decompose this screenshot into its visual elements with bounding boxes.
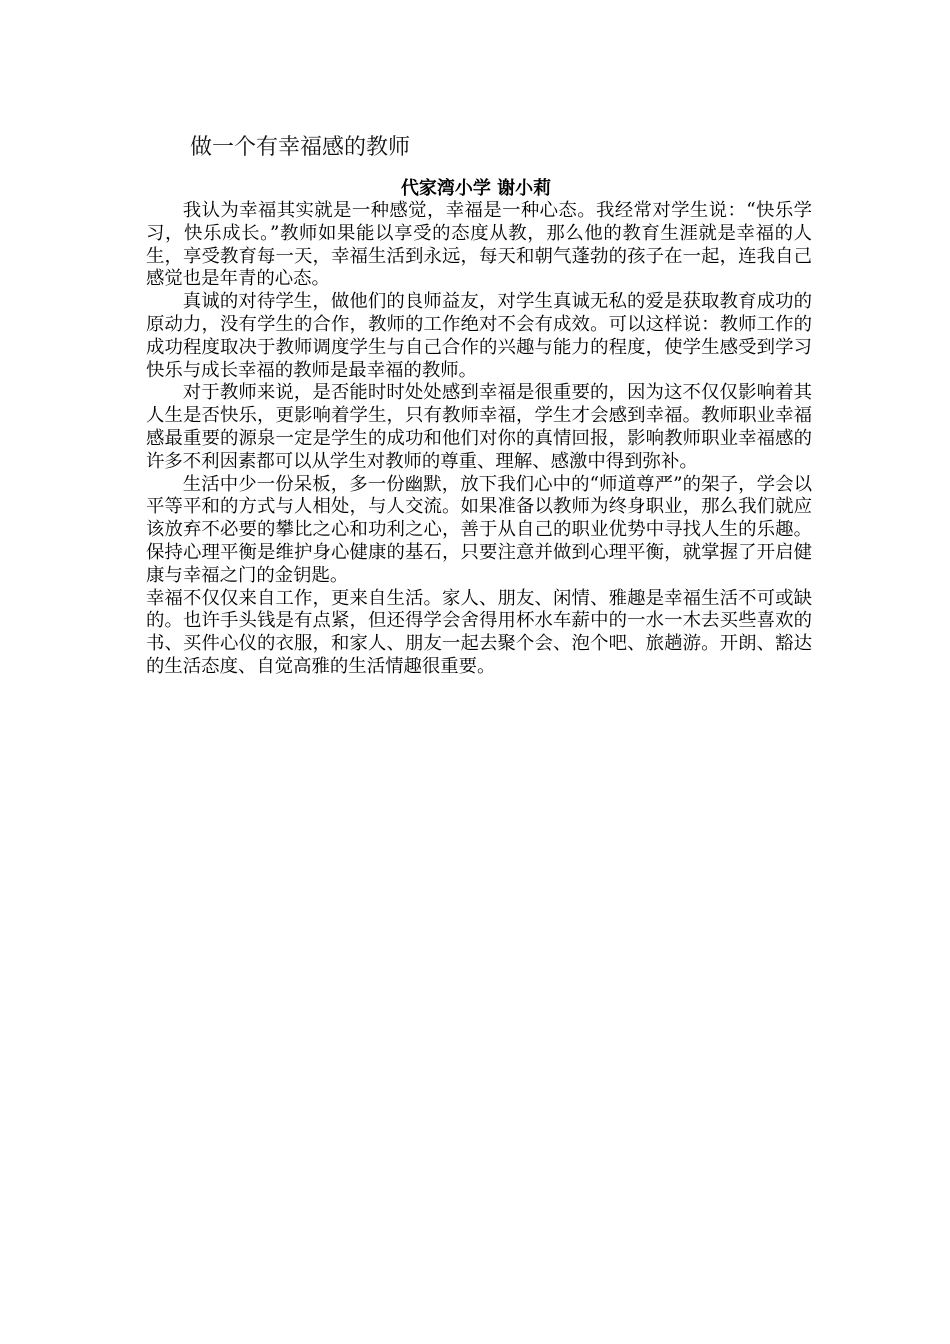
paragraph-4: 生活中少一份呆板，多一份幽默，放下我们心中的“师道尊严”的架子，学会以平等平和的方式与人相处，与人交流。如果准备以教师为终身职业，那么我们就应该放弃不必要的攀比之心和功利之心，善于从自己的职业优势中寻找人生的乐趣。保持心理平衡是维护身心健康的基石，只要注意并做到心理平衡，就掌握了开启健康与幸福之门的金钥匙。 [146,473,812,586]
document-title: 做一个有幸福感的教师 [190,135,411,160]
document-body [146,200,812,679]
author-line: 代家湾小学 谢小莉 [400,178,552,199]
paragraph-1: 我认为幸福其实就是一种感觉，幸福是一种心态。我经常对学生说：“快乐学习，快乐成长。”教师如果能以享受的态度从教，那么他的教育生涯就是幸福的人生，享受教育每一天，幸福生活到永远，每天和朝气蓬勃的孩子在一起，连我自己感觉也是年青的心态。 [146,200,812,290]
paragraph-3: 对于教师来说，是否能时时处处感到幸福是很重要的，因为这不仅仅影响着其人生是否快乐，更影响着学生，只有教师幸福，学生才会感到幸福。教师职业幸福感最重要的源泉一定是学生的成功和他们对你的真情回报，影响教师职业幸福感的许多不利因素都可以从学生对教师的尊重、理解、感激中得到弥补。 [146,382,812,472]
paragraph-5: 幸福不仅仅来自工作，更来自生活。家人、朋友、闲情、雅趣是幸福生活不可或缺的。也许手头钱是有点紧，但还得学会舍得用杯水车薪中的一水一木去买些喜欢的书、买件心仪的衣服，和家人、朋友一起去聚个会、泡个吧、旅趟游。开朗、豁达的生活态度、自觉高雅的生活情趣很重要。 [146,587,812,677]
paragraph-2: 真诚的对待学生，做他们的良师益友，对学生真诚无私的爱是获取教育成功的原动力，没有学生的合作，教师的工作绝对不会有成效。可以这样说：教师工作的成功程度取决于教师调度学生与自己合作的兴趣与能力的程度，使学生感受到学习快乐与成长幸福的教师是最幸福的教师。 [146,291,812,381]
